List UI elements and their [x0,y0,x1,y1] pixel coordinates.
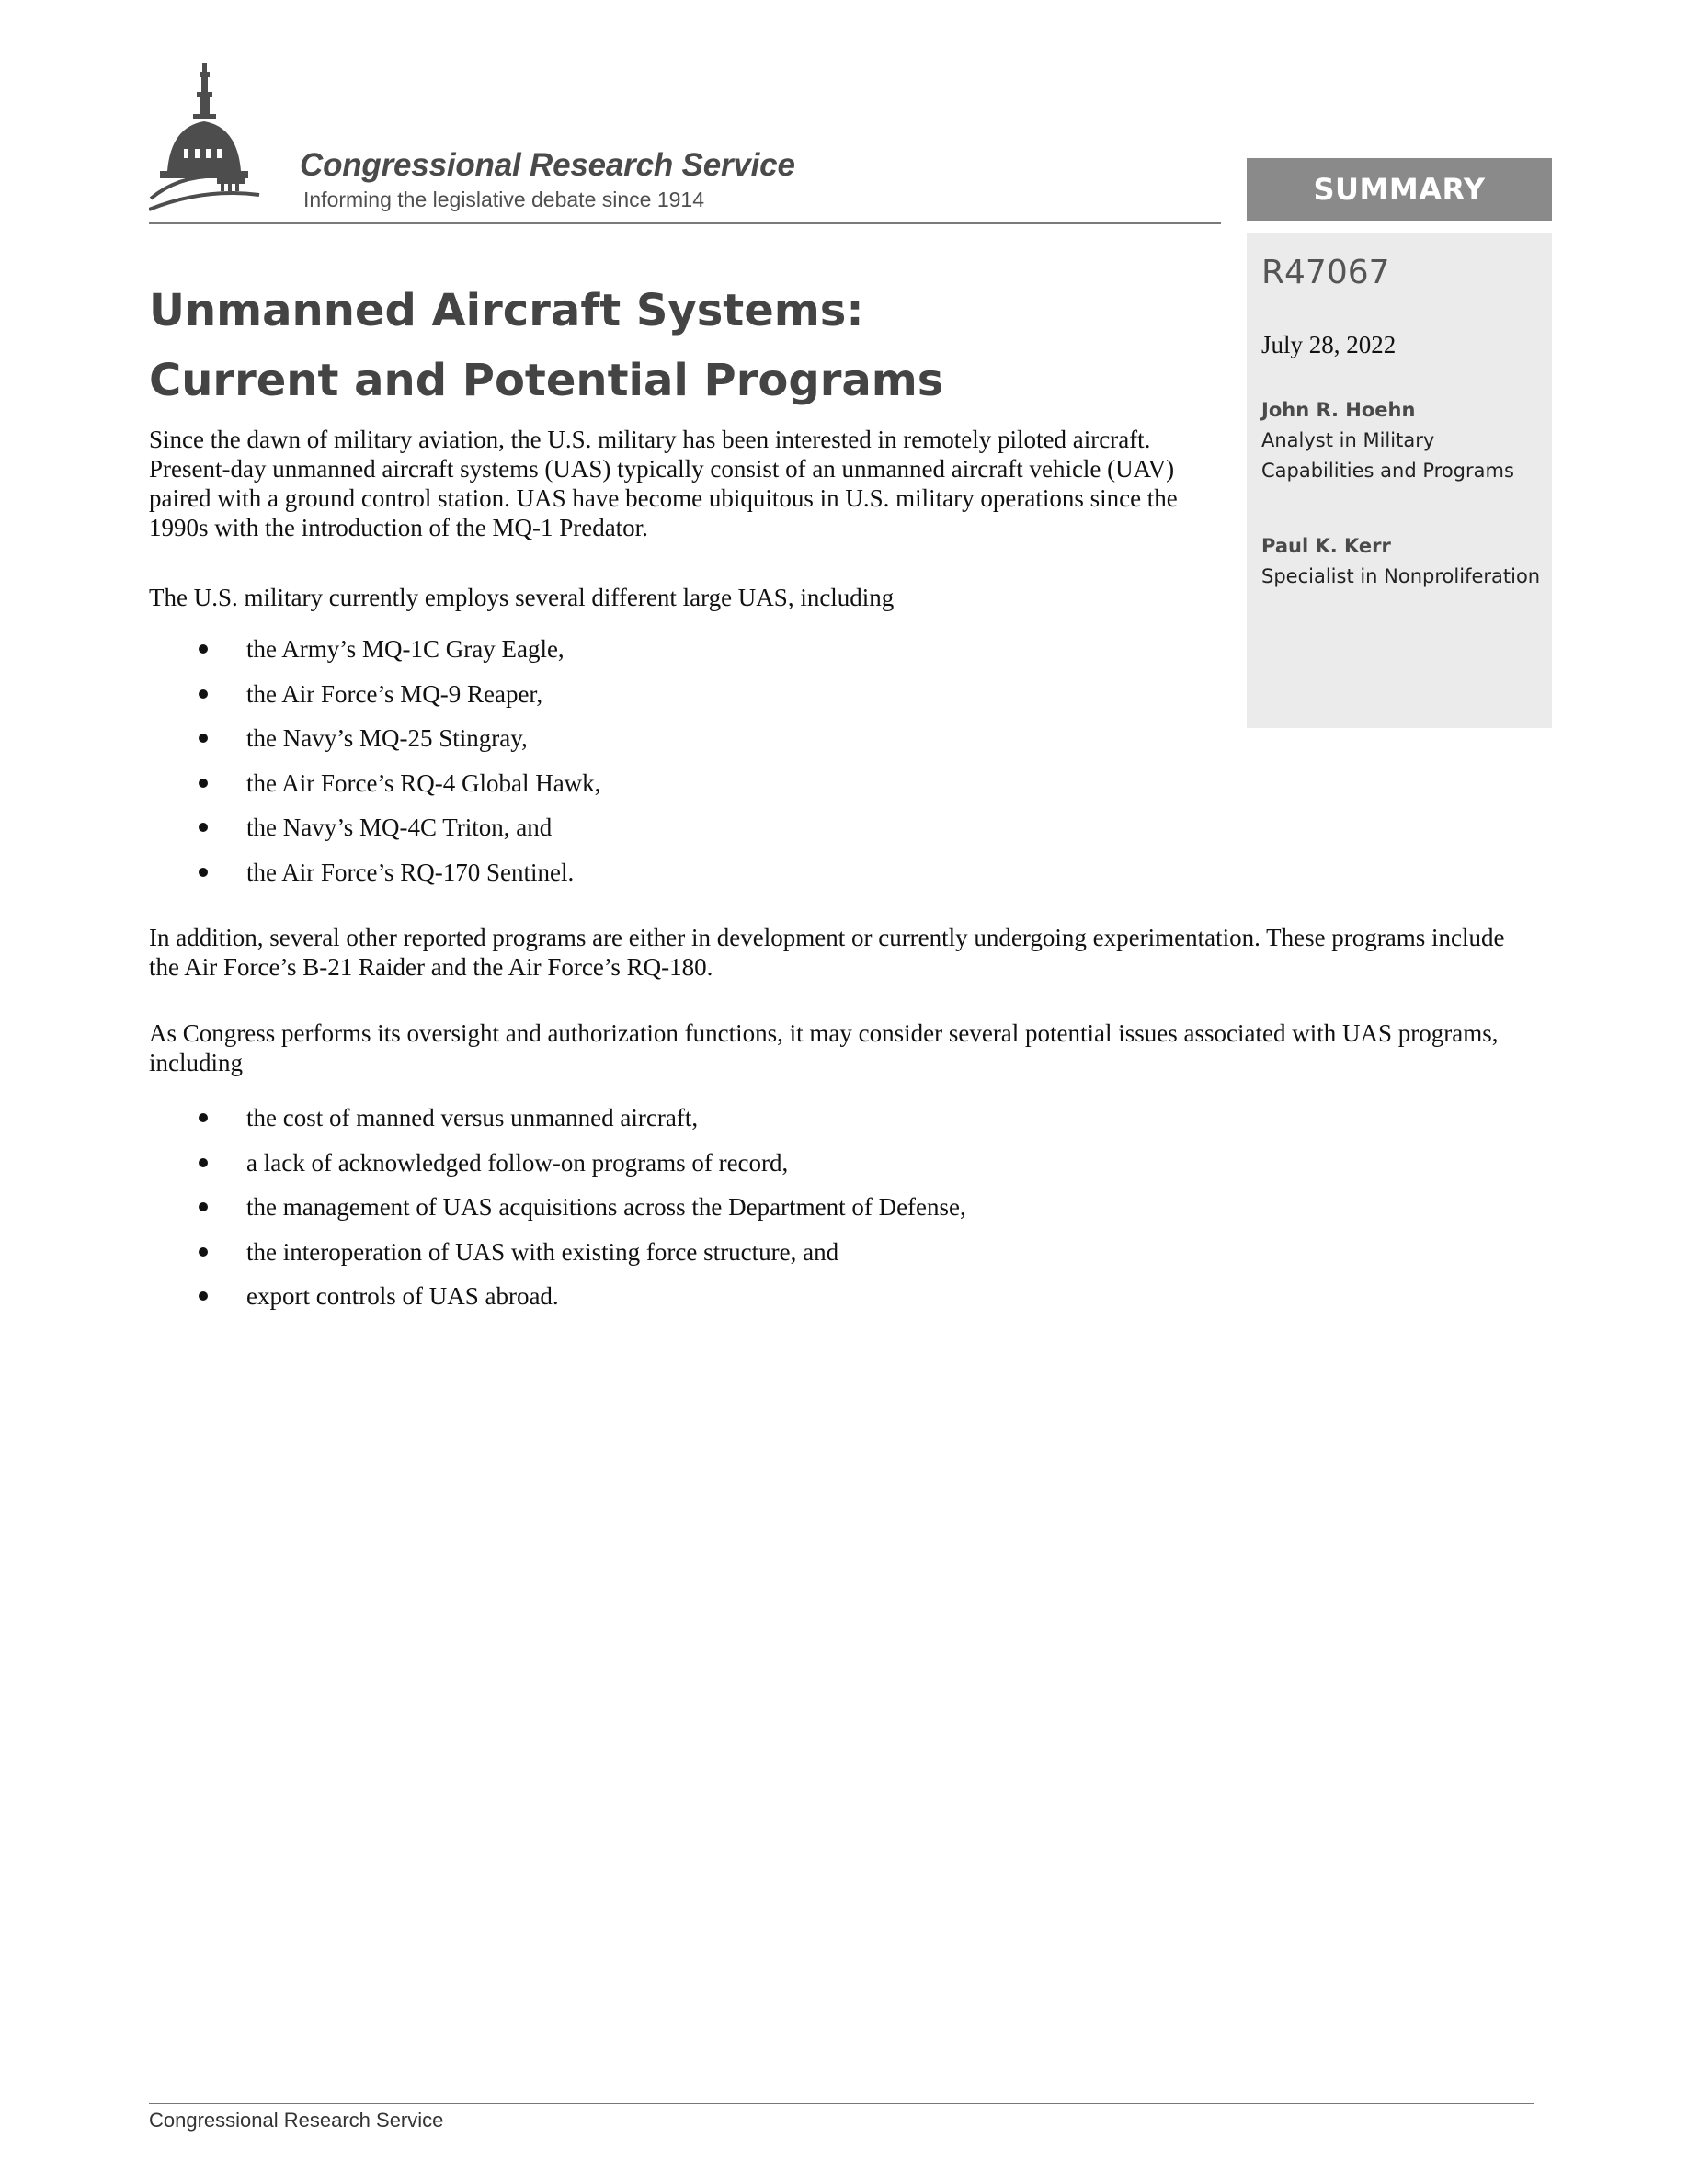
org-name: Congressional Research Service [300,147,795,183]
list-item: the interoperation of UAS with existing force structure, and [149,1237,966,1282]
list-item: the Army’s MQ-1C Gray Eagle, [149,634,600,679]
title-line: Current and Potential Programs [149,355,944,406]
list-item: the Air Force’s RQ-4 Global Hawk, [149,768,600,813]
report-date: July 28, 2022 [1261,331,1397,358]
footer-text: Congressional Research Service [149,2109,444,2132]
author-name: Paul K. Kerr [1261,535,1391,557]
list-item: the Navy’s MQ-4C Triton, and [149,813,600,858]
paragraph: The U.S. military currently employs several different large UAS, including [149,584,895,611]
report-number: R47067 [1261,254,1390,291]
uas-program-list [149,634,600,902]
author-title: Analyst in Military Capabilities and Programs [1261,429,1514,482]
paragraph: Since the dawn of military aviation, the U.S. military has been interested in remotely piloted aircraft. Present-day unmanned aircraft systems (UAS) typically consist of an unmanned aircraft vehicle (UAV) paired with a ground control station. UAS have become ubiquitous in U.S. military operations since the 1990s with the introduction of the MQ-1 Predator. [149,426,1178,541]
paragraph: As Congress performs its oversight and authorization functions, it may consider several potential issues associated with UAS programs, including [149,1019,1499,1076]
title-line: Unmanned Aircraft Systems: [149,285,864,336]
bullet-icon [199,868,208,877]
list-item: the cost of manned versus unmanned aircraft, [149,1103,966,1148]
bullet-icon [199,644,208,654]
document-title [149,276,1206,415]
paragraph: In addition, several other reported programs are either in development or currently undergoing experimentation. These programs include the Air Force’s B-21 Raider and the Air Force’s RQ-180. [149,924,1505,981]
list-item: the Air Force’s RQ-170 Sentinel. [149,858,600,903]
list-item: the management of UAS acquisitions across the Department of Defense, [149,1192,966,1237]
author-block [1261,531,1546,592]
bullet-icon [199,823,208,832]
org-tagline: Informing the legislative debate since 1914 [303,188,705,211]
bullet-icon [199,1202,208,1211]
author-title: Specialist in Nonproliferation [1261,565,1541,587]
bullet-icon [199,1247,208,1257]
header-divider [149,222,1221,224]
summary-label: SUMMARY [1247,158,1552,221]
bullet-icon [199,1291,208,1301]
bullet-icon [199,734,208,743]
bullet-icon [199,689,208,699]
bullet-icon [199,779,208,788]
author-block [1261,395,1546,486]
list-item: the Air Force’s MQ-9 Reaper, [149,679,600,724]
list-item: export controls of UAS abroad. [149,1281,966,1326]
author-name: John R. Hoehn [1261,399,1416,421]
bullet-icon [199,1158,208,1167]
bullet-icon [199,1113,208,1122]
list-item: the Navy’s MQ-25 Stingray, [149,723,600,768]
issues-list [149,1103,966,1326]
list-item: a lack of acknowledged follow-on programs of record, [149,1148,966,1193]
footer-divider [149,2103,1534,2104]
capitol-dome-icon [149,61,305,217]
